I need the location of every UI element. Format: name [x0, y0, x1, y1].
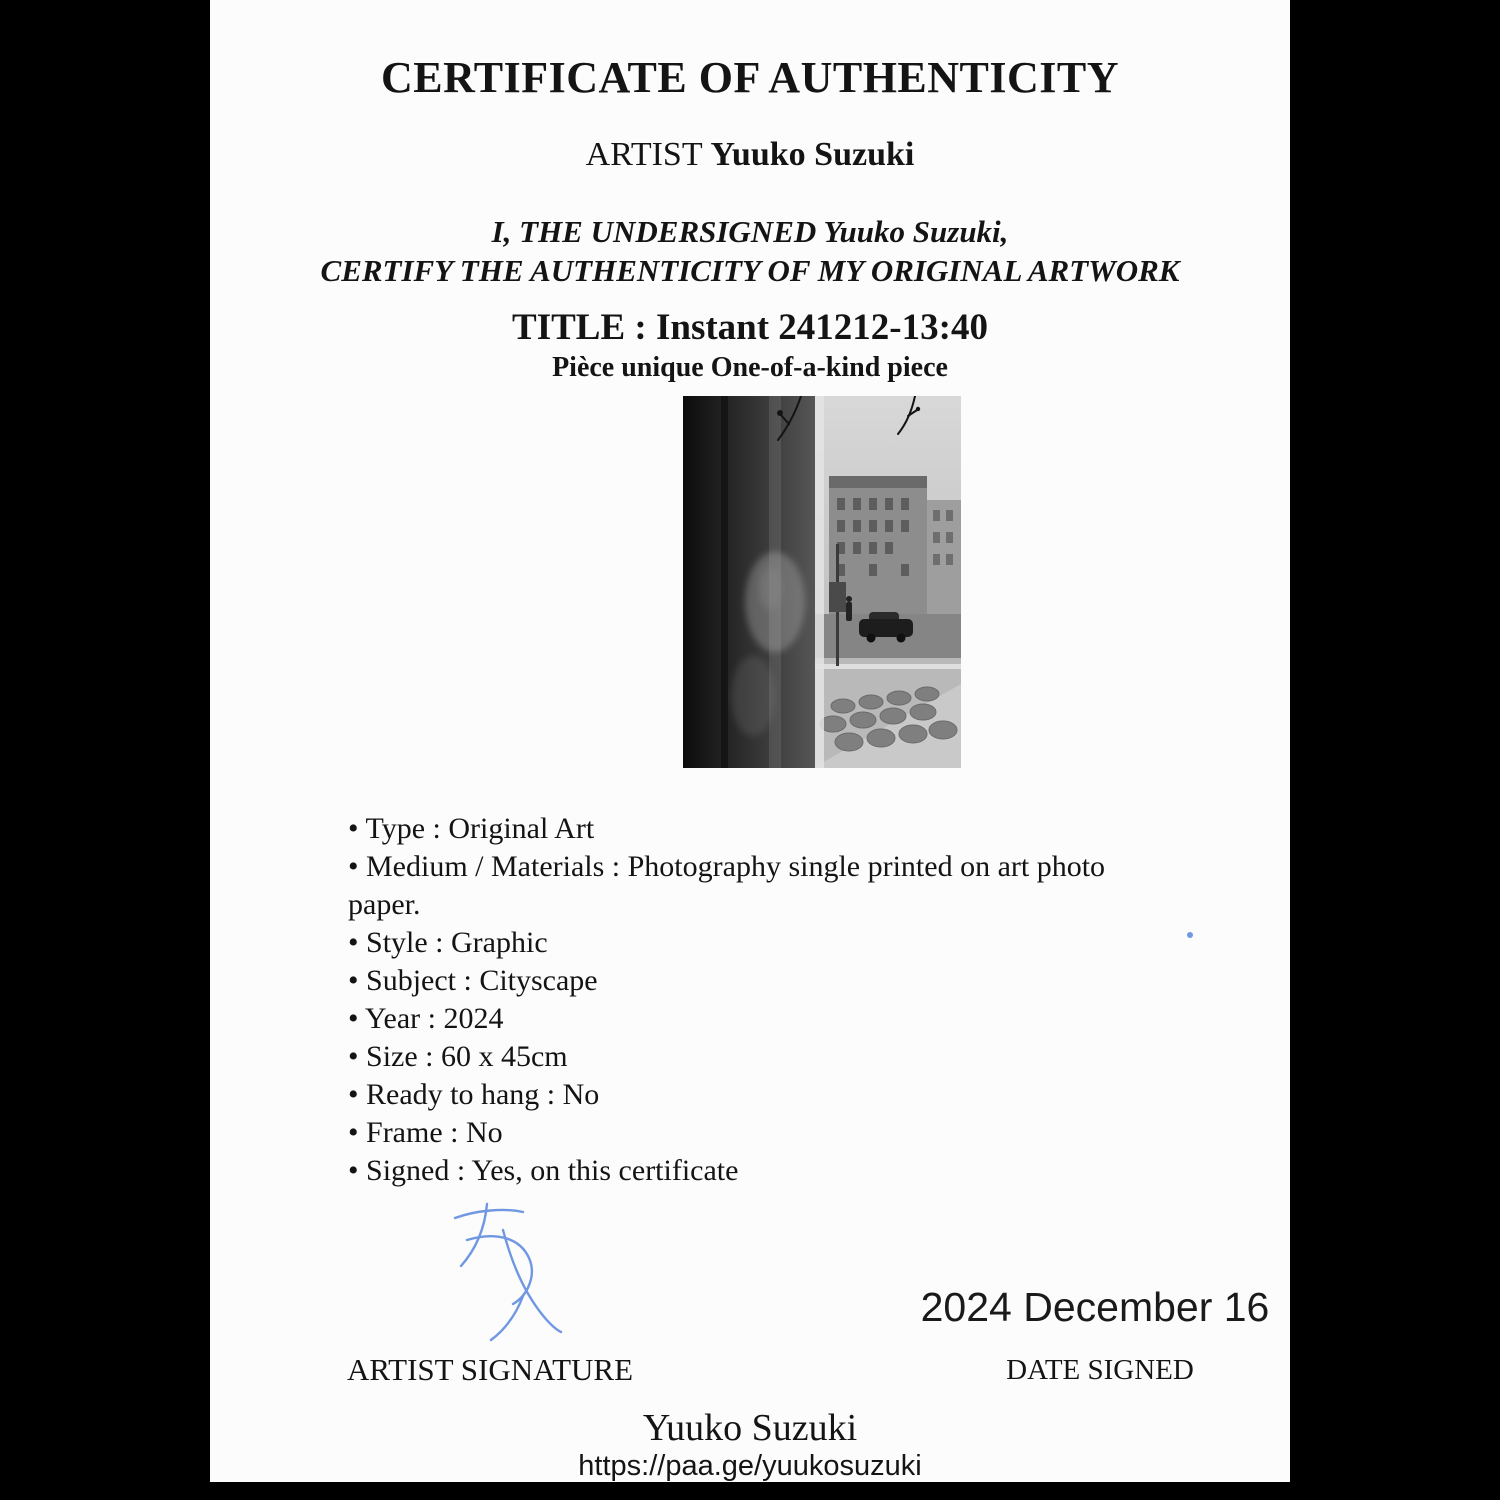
artist-name: Yuuko Suzuki [710, 136, 915, 173]
artwork-details-list [348, 810, 1126, 1190]
statement-line-1: I, THE UNDERSIGNED Yuuko Suzuki, [491, 214, 1009, 249]
detail-item: • Type : Original Art [348, 812, 595, 845]
unique-piece-line: Pièce unique One-of-a-kind piece [552, 352, 948, 383]
detail-item: • Medium / Materials : Photography single printed on art photo paper. [348, 850, 1106, 921]
detail-item: • Subject : Cityscape [348, 964, 598, 997]
detail-item: • Frame : No [348, 1116, 503, 1149]
certificate-page [210, 0, 1290, 1482]
artwork-photo [683, 396, 961, 768]
detail-item: • Ready to hang : No [348, 1078, 600, 1111]
detail-item: • Size : 60 x 45cm [348, 1040, 568, 1073]
date-signed-label: DATE SIGNED [1006, 1354, 1194, 1386]
detail-item: • Style : Graphic [348, 926, 548, 959]
detail-item: • Signed : Yes, on this certificate [348, 1154, 739, 1187]
statement-line-2: CERTIFY THE AUTHENTICITY OF MY ORIGINAL ARTWORK [320, 253, 1180, 288]
footer-url: https://paa.ge/yuukosuzuki [578, 1450, 922, 1482]
detail-item: • Year : 2024 [348, 1002, 504, 1035]
blue-dot [1187, 932, 1193, 938]
date-signed-value: 2024 December 16 [920, 1284, 1270, 1330]
footer-artist-name: Yuuko Suzuki [642, 1407, 858, 1449]
artist-signature-scribble [425, 1198, 585, 1350]
artwork-title-line: TITLE : Instant 241212-13:40 [512, 307, 988, 348]
artist-line [210, 136, 1290, 174]
artist-signature-label: ARTIST SIGNATURE [346, 1352, 634, 1387]
certificate-title: CERTIFICATE OF AUTHENTICITY [380, 53, 1120, 102]
certification-statement [210, 212, 1290, 290]
artist-label: ARTIST [585, 136, 702, 173]
